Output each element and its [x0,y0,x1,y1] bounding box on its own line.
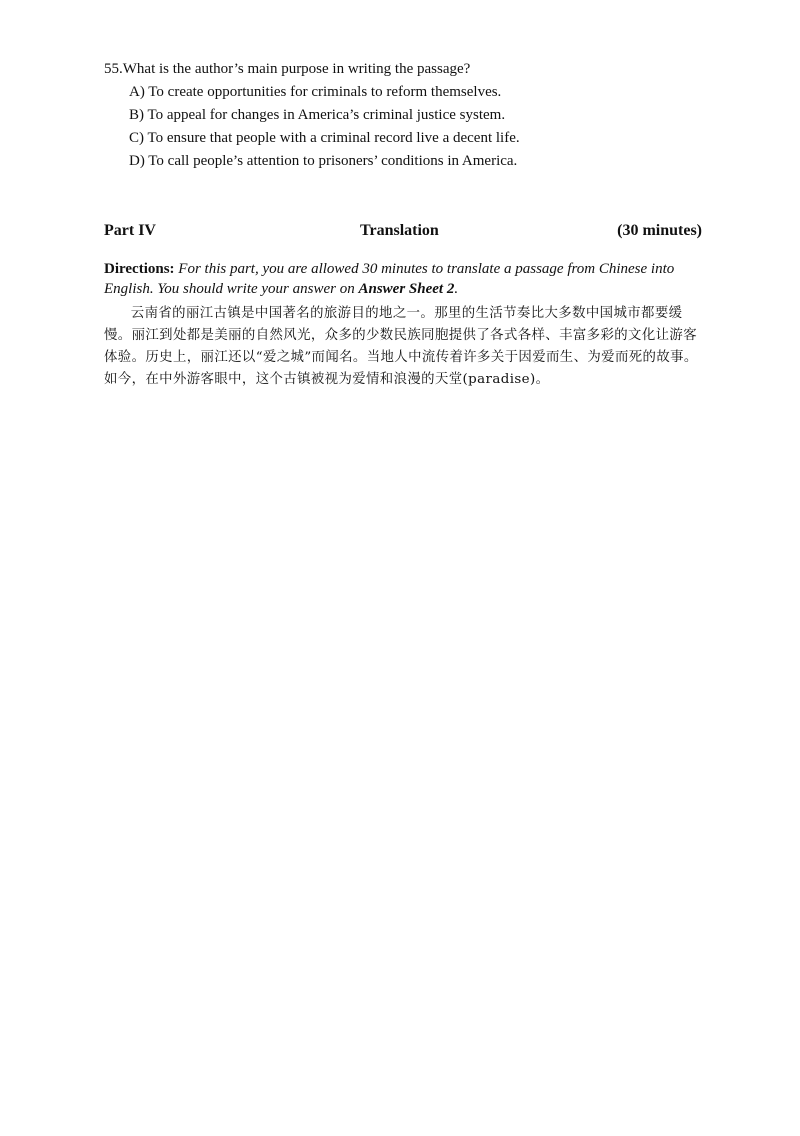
option-a: A) To create opportunities for criminals to reform themselves. [129,84,502,100]
directions-label: Directions: [104,261,175,277]
part-title: Translation [360,222,439,239]
translation-passage: 云南省的丽江古镇是中国著名的旅游目的地之一。那里的生活节奏比大多数中国城市都要缓慢。丽江到处都是美丽的自然风光，众多的少数民族同胞提供了各式各样、丰富多彩的文化让游客体验。历史上，丽江还以“爱之城”而闻名。当地人中流传着许多关于因爱而生、为爱而死的故事。如今，在中外游客眼中，这个古镇被视为爱情和浪漫的天堂(paradise)。 [104,306,698,387]
answer-sheet-ref: Answer Sheet 2 [358,281,455,297]
option-b: B) To appeal for changes in America’s criminal justice system. [129,107,506,123]
part-label: Part IV [104,222,156,239]
part-header [104,222,702,244]
directions-end: . [454,281,459,297]
option-c: C) To ensure that people with a criminal record live a decent life. [129,130,520,146]
part-time: (30 minutes) [617,222,702,239]
directions-text: For this part, you are allowed 30 minutes to translate a passage from Chinese into English. You should write your answer on [104,261,675,297]
question-stem: 55.What is the author’s main purpose in writing the passage? [104,61,471,77]
option-d: D) To call people’s attention to prisoners’ conditions in America. [129,153,518,169]
directions [104,259,704,299]
question-55 [104,58,704,173]
